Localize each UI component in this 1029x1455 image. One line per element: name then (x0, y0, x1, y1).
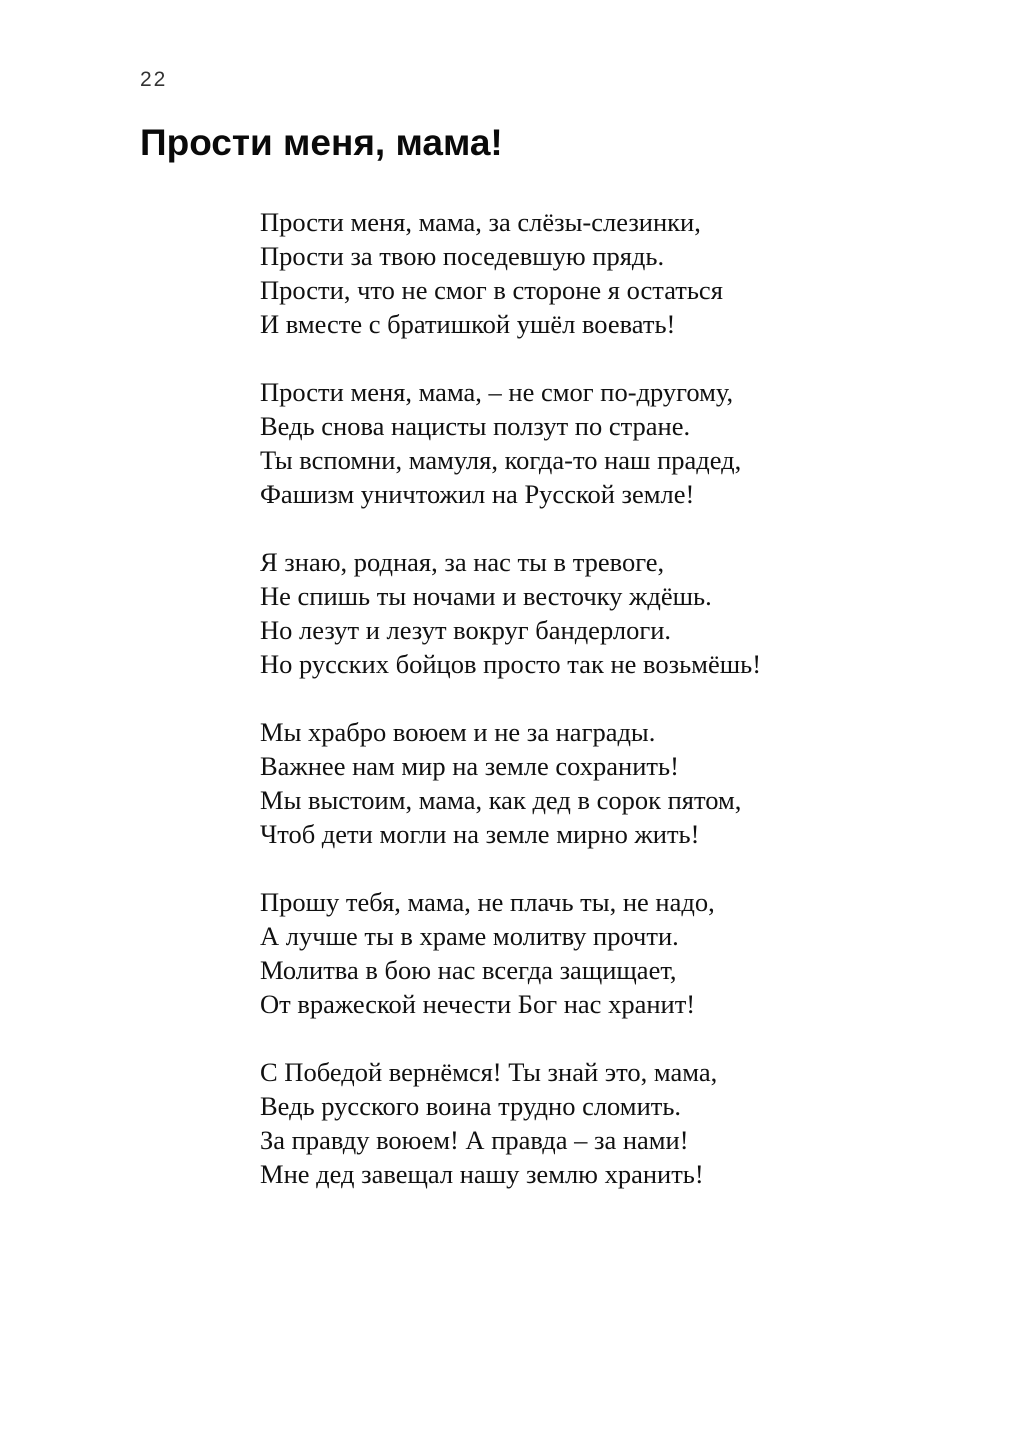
poem-line: Прости, что не смог в стороне я остаться (260, 275, 723, 305)
poem-line: А лучше ты в храме молитву прочти. (260, 921, 679, 951)
poem-line: Чтоб дети могли на земле мирно жить! (260, 819, 700, 849)
page-number: 22 (140, 68, 168, 91)
stanza (260, 545, 960, 681)
poem-line: Ведь русского воина трудно сломить. (260, 1091, 682, 1121)
poem-line: Я знаю, родная, за нас ты в тревоге, (260, 547, 665, 577)
stanza (260, 1055, 960, 1191)
poem-line: С Победой вернёмся! Ты знай это, мама, (260, 1057, 718, 1087)
poem-line: Прости меня, мама, за слёзы-слезинки, (260, 207, 701, 237)
stanza (260, 885, 960, 1021)
poem-title: Прости меня, мама! (140, 122, 503, 163)
poem-line: Фашизм уничтожил на Русской земле! (260, 479, 695, 509)
poem-line: Не спишь ты ночами и весточку ждёшь. (260, 581, 712, 611)
stanza (260, 205, 960, 341)
poem-line: Но лезут и лезут вокруг бандерлоги. (260, 615, 671, 645)
poem-line: Важнее нам мир на земле сохранить! (260, 751, 679, 781)
stanza (260, 715, 960, 851)
poem-line: За правду воюем! А правда – за нами! (260, 1125, 689, 1155)
poem-line: Мы выстоим, мама, как дед в сорок пятом, (260, 785, 742, 815)
poem-line: Прошу тебя, мама, не плачь ты, не надо, (260, 887, 715, 917)
poem-line: Молитва в бою нас всегда защищает, (260, 955, 677, 985)
poem-line: Ты вспомни, мамуля, когда-то наш прадед, (260, 445, 742, 475)
poem-line: Прости меня, мама, – не смог по-другому, (260, 377, 734, 407)
poem-line: Ведь снова нацисты ползут по стране. (260, 411, 691, 441)
poem-line: Мы храбро воюем и не за награды. (260, 717, 656, 747)
poem-line: Мне дед завещал нашу землю хранить! (260, 1159, 704, 1189)
poem-body (260, 205, 960, 1191)
poem-line: Прости за твою поседевшую прядь. (260, 241, 665, 271)
poem-line: И вместе с братишкой ушёл воевать! (260, 309, 676, 339)
stanza (260, 375, 960, 511)
poem-line: Но русских бойцов просто так не возьмёшь! (260, 649, 762, 679)
poem-line: От вражеской нечести Бог нас хранит! (260, 989, 696, 1019)
